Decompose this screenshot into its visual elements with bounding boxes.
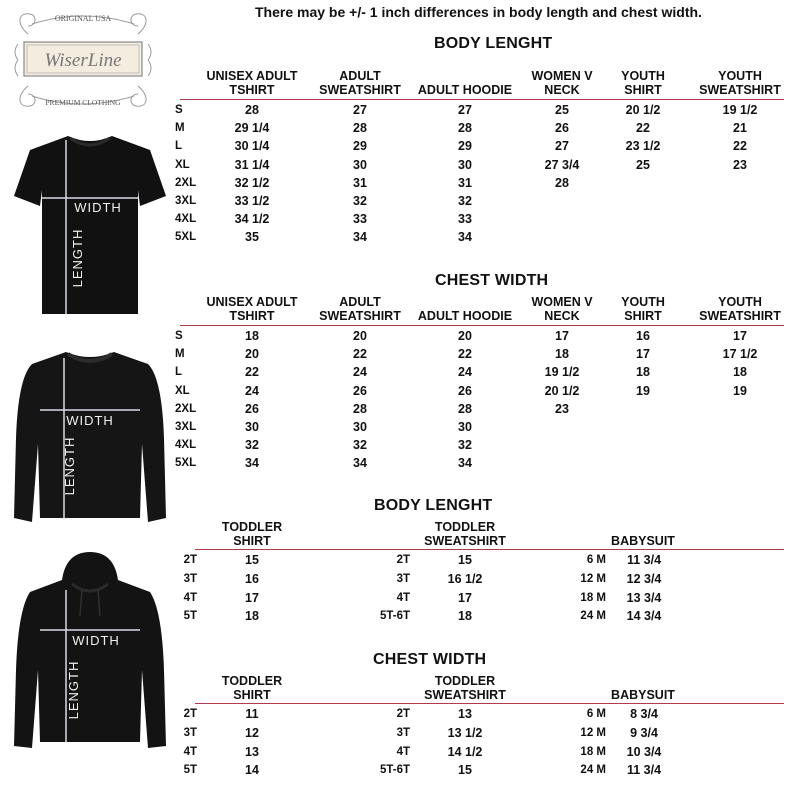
table-cell: 14 1/2 bbox=[447, 744, 483, 759]
table-cell: 27 bbox=[353, 103, 367, 117]
header-rule bbox=[195, 549, 784, 550]
table-cell: 22 bbox=[636, 121, 650, 136]
tshirt-length-label: LENGTH bbox=[70, 228, 85, 288]
hoodie-width-label: WIDTH bbox=[72, 633, 120, 648]
column-header: YOUTH SWEATSHIRT bbox=[699, 295, 781, 323]
table-cell: 27 3/4 bbox=[544, 157, 580, 172]
table-cell: 29 bbox=[458, 139, 472, 154]
table-cell: 31 bbox=[353, 175, 367, 190]
table-cell: 28 bbox=[458, 401, 472, 416]
size-label: 3XL bbox=[175, 421, 197, 433]
table-cell: 17 bbox=[733, 329, 747, 343]
table-cell: 13 3/4 bbox=[626, 590, 662, 605]
table-cell: 24 bbox=[245, 383, 259, 398]
size-label: 3T bbox=[183, 726, 197, 739]
table-cell: 31 bbox=[458, 175, 472, 190]
table-cell: 15 bbox=[458, 553, 472, 567]
table-cell: 21 bbox=[733, 121, 747, 136]
table-cell: 20 1/2 bbox=[625, 103, 661, 117]
table-cell: 17 bbox=[555, 329, 569, 343]
table-cell: 20 bbox=[458, 329, 472, 343]
size-label: 2XL bbox=[175, 402, 197, 415]
table-cell: 19 1/2 bbox=[722, 103, 758, 117]
size-label: 12 M bbox=[580, 572, 606, 585]
table-cell: 11 bbox=[245, 707, 259, 721]
column-header: UNISEX ADULT TSHIRT bbox=[206, 69, 298, 97]
table-cell: 12 3/4 bbox=[626, 571, 662, 586]
size-label: 5T bbox=[183, 610, 197, 623]
size-label: 2T bbox=[396, 708, 410, 720]
table-cell: 22 bbox=[245, 365, 259, 380]
column-header: TODDLER SWEATSHIRT bbox=[424, 520, 506, 548]
column-header: ADULT HOODIE bbox=[417, 309, 513, 323]
table-cell: 11 3/4 bbox=[626, 763, 662, 778]
table-cell: 14 bbox=[245, 763, 259, 778]
table-cell: 30 bbox=[353, 157, 367, 172]
column-header: BABYSUIT bbox=[611, 534, 675, 548]
table-cell: 10 3/4 bbox=[626, 744, 662, 759]
size-label: 24 M bbox=[580, 610, 606, 623]
table-cell: 35 bbox=[245, 230, 259, 245]
table-cell: 20 1/2 bbox=[544, 383, 580, 398]
column-header: TODDLER SWEATSHIRT bbox=[424, 674, 506, 702]
table-cell: 14 3/4 bbox=[626, 609, 662, 624]
size-label: 18 M bbox=[580, 745, 606, 758]
table-cell: 22 bbox=[353, 347, 367, 362]
table-cell: 27 bbox=[458, 103, 472, 117]
size-label: 4T bbox=[396, 591, 410, 604]
table-cell: 18 bbox=[636, 365, 650, 380]
table-cell: 32 bbox=[353, 194, 367, 208]
table-cell: 28 bbox=[353, 121, 367, 136]
table-cell: 31 1/4 bbox=[234, 157, 270, 172]
size-label: XL bbox=[175, 158, 190, 171]
table-cell: 26 bbox=[245, 401, 259, 416]
table-cell: 23 bbox=[555, 401, 569, 416]
table-cell: 20 bbox=[353, 329, 367, 343]
table-cell: 32 bbox=[353, 438, 367, 453]
measurement-note: There may be +/- 1 inch differences in body length and chest width. bbox=[255, 4, 702, 20]
table-cell: 22 bbox=[458, 347, 472, 362]
section-title: CHEST WIDTH bbox=[435, 272, 549, 289]
table-cell: 15 bbox=[458, 763, 472, 778]
table-cell: 23 bbox=[733, 157, 747, 172]
table-cell: 16 bbox=[245, 571, 259, 586]
size-label: 5T-6T bbox=[379, 764, 410, 777]
size-label: 3T bbox=[396, 726, 410, 739]
table-cell: 18 bbox=[245, 329, 259, 343]
table-cell: 28 bbox=[555, 175, 569, 190]
table-cell: 25 bbox=[636, 157, 650, 172]
table-cell: 18 bbox=[458, 609, 472, 624]
section-title: CHEST WIDTH bbox=[373, 651, 487, 668]
size-label: 4XL bbox=[175, 213, 197, 226]
table-cell: 28 bbox=[245, 103, 259, 117]
size-label: 12 M bbox=[580, 726, 606, 739]
table-cell: 30 bbox=[245, 420, 259, 434]
table-cell: 16 bbox=[636, 329, 650, 343]
size-label: 6 M bbox=[586, 554, 606, 566]
size-label: M bbox=[175, 122, 185, 135]
table-cell: 28 bbox=[353, 401, 367, 416]
size-label: 3T bbox=[396, 572, 410, 585]
table-cell: 23 1/2 bbox=[625, 139, 661, 154]
size-label: 2T bbox=[183, 708, 197, 720]
column-header: WOMEN V NECK bbox=[531, 295, 593, 323]
sweatshirt-length-label: LENGTH bbox=[62, 436, 77, 496]
logo-bottom-text: PREMIUM CLOTHING bbox=[45, 98, 121, 107]
wiserline-logo bbox=[8, 4, 158, 116]
size-label: 4XL bbox=[175, 439, 197, 452]
table-cell: 8 3/4 bbox=[630, 707, 658, 721]
table-cell: 18 bbox=[733, 365, 747, 380]
table-cell: 34 bbox=[353, 230, 367, 245]
size-label: 4T bbox=[183, 591, 197, 604]
size-label: 6 M bbox=[586, 708, 606, 720]
table-cell: 34 1/2 bbox=[234, 212, 270, 227]
table-cell: 27 bbox=[555, 139, 569, 154]
table-cell: 26 bbox=[555, 121, 569, 136]
tshirt-illustration bbox=[10, 130, 170, 320]
column-header: BABYSUIT bbox=[611, 688, 675, 702]
table-cell: 24 bbox=[353, 365, 367, 380]
table-cell: 34 bbox=[245, 456, 259, 471]
size-label: S bbox=[175, 330, 183, 342]
table-cell: 26 bbox=[353, 383, 367, 398]
table-cell: 19 bbox=[636, 383, 650, 398]
table-cell: 32 1/2 bbox=[234, 175, 270, 190]
table-cell: 15 bbox=[245, 553, 259, 567]
table-cell: 13 bbox=[458, 707, 472, 721]
size-label: 5T bbox=[183, 764, 197, 777]
column-header: ADULT SWEATSHIRT bbox=[319, 69, 401, 97]
table-cell: 18 bbox=[245, 609, 259, 624]
table-cell: 25 bbox=[555, 103, 569, 117]
size-label: 4T bbox=[396, 745, 410, 758]
size-label: 3T bbox=[183, 572, 197, 585]
table-cell: 33 bbox=[353, 212, 367, 227]
size-label: 2T bbox=[183, 554, 197, 566]
size-label: 4T bbox=[183, 745, 197, 758]
column-header: YOUTH SHIRT bbox=[621, 69, 665, 97]
section-title: BODY LENGHT bbox=[434, 35, 553, 52]
table-cell: 32 bbox=[245, 438, 259, 453]
table-cell: 13 1/2 bbox=[447, 725, 483, 740]
table-cell: 17 bbox=[636, 347, 650, 362]
logo-top-text: ORIGINAL USA bbox=[54, 14, 112, 23]
table-cell: 19 1/2 bbox=[544, 365, 580, 380]
size-label: L bbox=[175, 366, 183, 379]
table-cell: 30 bbox=[458, 420, 472, 434]
size-label: 5XL bbox=[175, 457, 197, 470]
size-label: M bbox=[175, 348, 185, 361]
size-label: L bbox=[175, 140, 183, 153]
table-cell: 9 3/4 bbox=[630, 725, 658, 740]
hoodie-illustration bbox=[10, 550, 170, 750]
table-cell: 33 1/2 bbox=[234, 194, 270, 208]
column-header: ADULT HOODIE bbox=[417, 83, 513, 97]
size-label: 5XL bbox=[175, 231, 197, 244]
header-rule bbox=[180, 325, 784, 326]
table-cell: 19 bbox=[733, 383, 747, 398]
column-header: YOUTH SHIRT bbox=[621, 295, 665, 323]
table-cell: 28 bbox=[458, 121, 472, 136]
size-label: XL bbox=[175, 384, 190, 397]
table-cell: 34 bbox=[458, 230, 472, 245]
size-label: 2T bbox=[396, 554, 410, 566]
sweatshirt-width-label: WIDTH bbox=[66, 413, 114, 428]
table-cell: 13 bbox=[245, 744, 259, 759]
table-cell: 24 bbox=[458, 365, 472, 380]
section-title: BODY LENGHT bbox=[374, 497, 493, 514]
table-cell: 26 bbox=[458, 383, 472, 398]
table-cell: 34 bbox=[353, 456, 367, 471]
tshirt-width-label: WIDTH bbox=[74, 200, 122, 215]
table-cell: 33 bbox=[458, 212, 472, 227]
size-label: 18 M bbox=[580, 591, 606, 604]
table-cell: 11 3/4 bbox=[626, 553, 662, 567]
table-cell: 12 bbox=[245, 725, 259, 740]
table-cell: 34 bbox=[458, 456, 472, 471]
header-rule bbox=[180, 99, 784, 100]
table-cell: 30 bbox=[458, 157, 472, 172]
size-label: 5T-6T bbox=[379, 610, 410, 623]
size-label: 3XL bbox=[175, 195, 197, 207]
table-cell: 32 bbox=[458, 194, 472, 208]
column-header: ADULT SWEATSHIRT bbox=[319, 295, 401, 323]
column-header: TODDLER SHIRT bbox=[221, 674, 283, 702]
column-header: UNISEX ADULT TSHIRT bbox=[206, 295, 298, 323]
column-header: WOMEN V NECK bbox=[531, 69, 593, 97]
size-label: S bbox=[175, 104, 183, 116]
table-cell: 29 bbox=[353, 139, 367, 154]
header-rule bbox=[195, 703, 784, 704]
table-cell: 22 bbox=[733, 139, 747, 154]
table-cell: 30 bbox=[353, 420, 367, 434]
table-cell: 16 1/2 bbox=[447, 571, 483, 586]
column-header: YOUTH SWEATSHIRT bbox=[699, 69, 781, 97]
table-cell: 18 bbox=[555, 347, 569, 362]
table-cell: 30 1/4 bbox=[234, 139, 270, 154]
sweatshirt-illustration bbox=[10, 348, 170, 528]
table-cell: 17 1/2 bbox=[722, 347, 758, 362]
table-cell: 20 bbox=[245, 347, 259, 362]
table-cell: 32 bbox=[458, 438, 472, 453]
table-cell: 17 bbox=[245, 590, 259, 605]
logo-brand-text: WiserLine bbox=[44, 50, 122, 71]
column-header: TODDLER SHIRT bbox=[221, 520, 283, 548]
size-label: 2XL bbox=[175, 176, 197, 189]
table-cell: 29 1/4 bbox=[234, 121, 270, 136]
hoodie-length-label: LENGTH bbox=[66, 660, 81, 720]
table-cell: 17 bbox=[458, 590, 472, 605]
size-label: 24 M bbox=[580, 764, 606, 777]
